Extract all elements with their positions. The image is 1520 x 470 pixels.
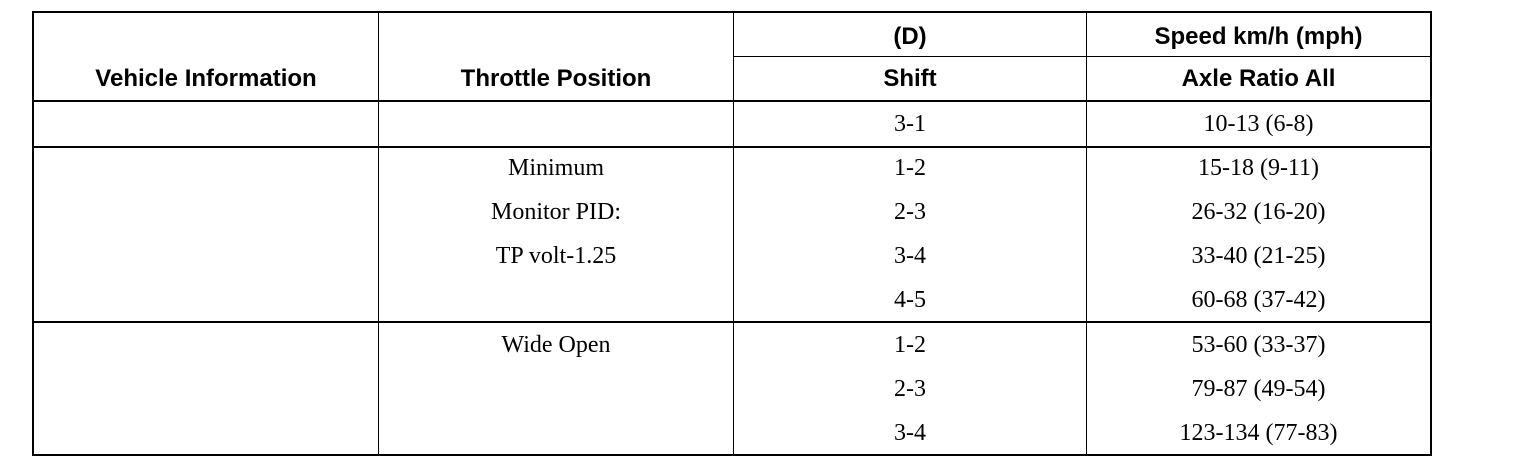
header-throttle-position: Throttle Position — [460, 65, 652, 92]
group-divider — [34, 321, 1430, 323]
shift-cell: 3-4 — [894, 420, 926, 446]
throttle-cell: TP volt-1.25 — [495, 243, 617, 269]
header-shift: Shift — [883, 65, 937, 92]
throttle-cell: Wide Open — [501, 332, 611, 358]
shift-speed-table — [32, 11, 1432, 456]
speed-cell: 60-68 (37-42) — [1191, 287, 1326, 313]
shift-cell: 2-3 — [894, 376, 926, 402]
speed-cell: 15-18 (9-11) — [1197, 155, 1320, 181]
header-vehicle-information: Vehicle Information — [95, 65, 317, 92]
speed-cell: 123-134 (77-83) — [1179, 420, 1338, 446]
header-gear: (D) — [893, 23, 927, 50]
shift-cell: 1-2 — [894, 332, 926, 358]
shift-cell: 2-3 — [894, 199, 926, 225]
header-bottom-border — [34, 100, 1430, 102]
shift-cell: 3-4 — [894, 243, 926, 269]
throttle-cell: Minimum — [507, 155, 604, 181]
speed-cell: 79-87 (49-54) — [1191, 376, 1326, 402]
group-divider — [34, 146, 1430, 148]
speed-cell: 53-60 (33-37) — [1191, 332, 1326, 358]
speed-cell: 26-32 (16-20) — [1191, 199, 1326, 225]
header-subdivider — [733, 56, 1430, 57]
shift-cell: 1-2 — [894, 155, 926, 181]
throttle-cell: Monitor PID: — [490, 199, 621, 225]
speed-cell: 33-40 (21-25) — [1191, 243, 1326, 269]
speed-cell: 10-13 (6-8) — [1203, 111, 1314, 137]
header-speed: Speed km/h (mph) — [1154, 23, 1363, 50]
shift-cell: 3-1 — [894, 111, 926, 137]
shift-cell: 4-5 — [894, 287, 926, 313]
header-axle-ratio: Axle Ratio All — [1181, 65, 1336, 92]
